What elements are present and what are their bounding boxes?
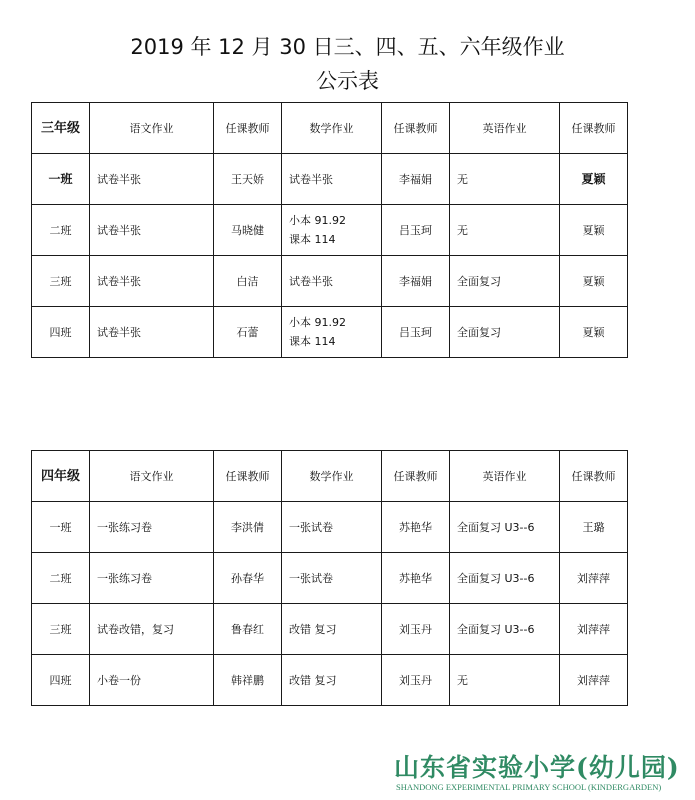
math-line: 试卷半张 (289, 172, 333, 186)
teacher-cell: 夏颖 (560, 154, 628, 205)
table-row (32, 205, 628, 256)
grade3-homework-table (31, 102, 628, 358)
table-header-row (32, 103, 628, 154)
document-subtitle: 公示表 (316, 69, 379, 93)
teacher-cell: 夏颖 (560, 205, 628, 256)
school-name-english: SHANDONG EXPERIMENTAL PRIMARY SCHOOL (KINDERGARDEN) (396, 782, 662, 792)
math-line: 小本 91.92 (289, 316, 346, 329)
class-cell: 四班 (32, 307, 90, 358)
class-cell: 二班 (32, 205, 90, 256)
class-cell: 一班 (32, 502, 90, 553)
english-homework-cell: 无 (450, 205, 560, 256)
chinese-homework-cell: 试卷半张 (90, 307, 214, 358)
column-header-teacher: 任课教师 (560, 451, 628, 502)
chinese-homework-cell: 小卷一份 (90, 655, 214, 706)
teacher-cell: 吕玉珂 (382, 307, 450, 358)
table-row (32, 307, 628, 358)
english-homework-cell: 全面复习 U3--6 (450, 502, 560, 553)
teacher-cell: 刘萍萍 (560, 604, 628, 655)
class-cell: 四班 (32, 655, 90, 706)
math-line: 课本 114 (289, 233, 336, 246)
teacher-cell: 刘玉丹 (382, 604, 450, 655)
school-name-chinese: 山东省实验小学(幼儿园) (394, 753, 680, 782)
chinese-homework-cell: 试卷半张 (90, 205, 214, 256)
math-homework-cell: 一张试卷 (282, 553, 382, 604)
math-homework-cell (282, 307, 382, 358)
table-row (32, 655, 628, 706)
teacher-cell: 王璐 (560, 502, 628, 553)
teacher-cell: 韩祥鹏 (214, 655, 282, 706)
table-row (32, 256, 628, 307)
teacher-cell: 白洁 (214, 256, 282, 307)
table-row (32, 604, 628, 655)
math-line: 试卷半张 (289, 274, 333, 288)
grade-label: 三年级 (32, 103, 90, 154)
class-cell: 三班 (32, 256, 90, 307)
teacher-cell: 孙春华 (214, 553, 282, 604)
math-homework-cell (282, 205, 382, 256)
column-header-english: 英语作业 (450, 103, 560, 154)
document-title: 2019 年 12 月 30 日三、四、五、六年级作业 (130, 35, 565, 59)
column-header-english: 英语作业 (450, 451, 560, 502)
teacher-cell: 苏艳华 (382, 502, 450, 553)
table-row (32, 502, 628, 553)
column-header-teacher: 任课教师 (560, 103, 628, 154)
column-header-teacher: 任课教师 (214, 451, 282, 502)
column-header-teacher: 任课教师 (382, 103, 450, 154)
class-cell: 三班 (32, 604, 90, 655)
teacher-cell: 石蕾 (214, 307, 282, 358)
school-logo-watermark (390, 748, 690, 798)
math-homework-cell: 改错 复习 (282, 655, 382, 706)
teacher-cell: 刘萍萍 (560, 655, 628, 706)
grade-label: 四年级 (32, 451, 90, 502)
table-row (32, 154, 628, 205)
math-line: 课本 114 (289, 335, 336, 348)
class-cell: 二班 (32, 553, 90, 604)
english-homework-cell: 全面复习 U3--6 (450, 604, 560, 655)
table-header-row (32, 451, 628, 502)
teacher-cell: 李福娟 (382, 154, 450, 205)
teacher-cell: 刘玉丹 (382, 655, 450, 706)
math-line: 小本 91.92 (289, 214, 346, 227)
english-homework-cell: 无 (450, 655, 560, 706)
column-header-chinese: 语文作业 (90, 451, 214, 502)
column-header-teacher: 任课教师 (382, 451, 450, 502)
chinese-homework-cell: 试卷半张 (90, 256, 214, 307)
english-homework-cell: 无 (450, 154, 560, 205)
chinese-homework-cell: 试卷改错，复习 (90, 604, 214, 655)
math-homework-cell: 改错 复习 (282, 604, 382, 655)
english-homework-cell: 全面复习 (450, 307, 560, 358)
chinese-homework-cell: 一张练习卷 (90, 553, 214, 604)
teacher-cell: 夏颖 (560, 256, 628, 307)
grade4-homework-table (31, 450, 628, 706)
teacher-cell: 苏艳华 (382, 553, 450, 604)
column-header-chinese: 语文作业 (90, 103, 214, 154)
teacher-cell: 李洪倩 (214, 502, 282, 553)
teacher-cell: 刘萍萍 (560, 553, 628, 604)
math-homework-cell (282, 154, 382, 205)
teacher-cell: 吕玉珂 (382, 205, 450, 256)
column-header-teacher: 任课教师 (214, 103, 282, 154)
teacher-cell: 马晓健 (214, 205, 282, 256)
class-cell: 一班 (32, 154, 90, 205)
column-header-math: 数学作业 (282, 103, 382, 154)
chinese-homework-cell: 试卷半张 (90, 154, 214, 205)
teacher-cell: 王天娇 (214, 154, 282, 205)
math-homework-cell: 一张试卷 (282, 502, 382, 553)
math-homework-cell (282, 256, 382, 307)
english-homework-cell: 全面复习 (450, 256, 560, 307)
column-header-math: 数学作业 (282, 451, 382, 502)
chinese-homework-cell: 一张练习卷 (90, 502, 214, 553)
teacher-cell: 鲁春红 (214, 604, 282, 655)
english-homework-cell: 全面复习 U3--6 (450, 553, 560, 604)
teacher-cell: 夏颖 (560, 307, 628, 358)
table-row (32, 553, 628, 604)
teacher-cell: 李福娟 (382, 256, 450, 307)
